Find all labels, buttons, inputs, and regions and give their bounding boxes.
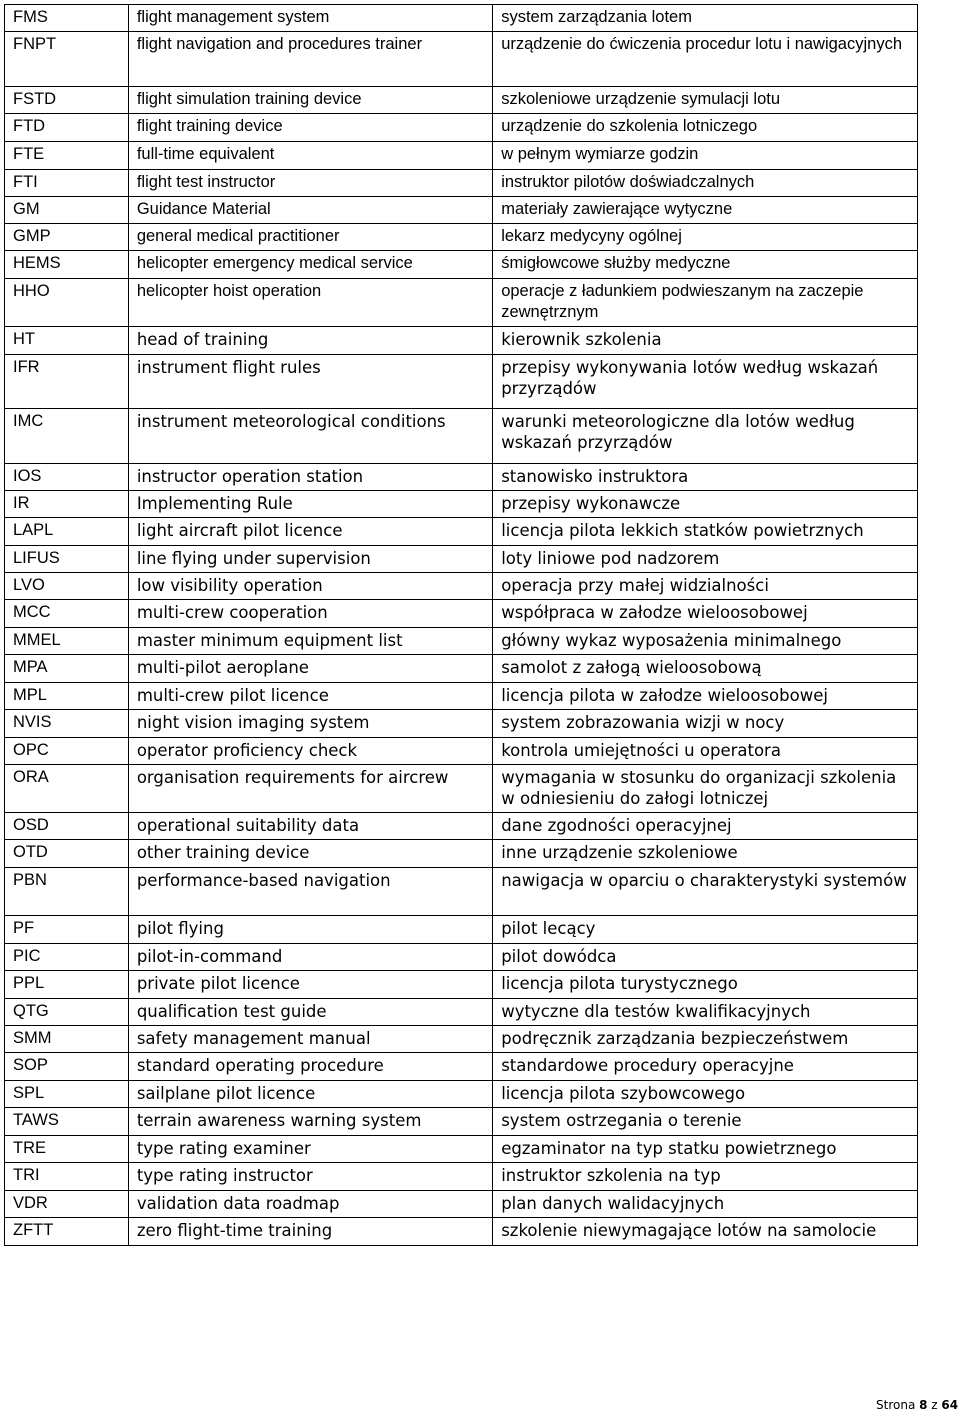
polish-term-cell: materiały zawierające wytyczne — [493, 197, 918, 224]
abbreviation-cell: FTD — [5, 114, 129, 142]
polish-term-cell: operacja przy małej widzialności — [493, 573, 918, 600]
table-row — [5, 738, 918, 765]
table-row — [5, 1218, 918, 1246]
abbreviation-cell: PIC — [5, 944, 129, 971]
english-term-cell: Guidance Material — [128, 197, 492, 224]
english-term-cell: other training device — [128, 840, 492, 868]
page-number — [876, 1398, 958, 1412]
polish-term-cell: dane zgodności operacyjnej — [493, 813, 918, 840]
polish-term-cell: w pełnym wymiarze godzin — [493, 142, 918, 170]
abbreviation-cell: MCC — [5, 600, 129, 628]
english-term-cell: flight management system — [128, 5, 492, 32]
polish-term-cell: licencja pilota lekkich statków powietrznych — [493, 518, 918, 546]
english-term-cell: multi-crew cooperation — [128, 600, 492, 628]
abbreviation-cell: OSD — [5, 813, 129, 840]
english-term-cell: full-time equivalent — [128, 142, 492, 170]
english-term-cell: pilot flying — [128, 916, 492, 944]
table-row — [5, 5, 918, 32]
polish-term-cell: wymagania w stosunku do organizacji szkolenia w odniesieniu do załogi lotniczej — [493, 765, 918, 813]
english-term-cell: validation data roadmap — [128, 1191, 492, 1218]
polish-term-cell: przepisy wykonawcze — [493, 491, 918, 518]
polish-term-cell: główny wykaz wyposażenia minimalnego — [493, 628, 918, 655]
table-row — [5, 142, 918, 170]
polish-term-cell: pilot dowódca — [493, 944, 918, 971]
abbreviation-cell: MPA — [5, 655, 129, 683]
polish-term-cell: system zarządzania lotem — [493, 5, 918, 32]
table-row — [5, 491, 918, 518]
english-term-cell: head of training — [128, 327, 492, 355]
table-row — [5, 1026, 918, 1053]
english-term-cell: general medical practitioner — [128, 224, 492, 251]
polish-term-cell: warunki meteorologiczne dla lotów według wskazań przyrządów — [493, 409, 918, 464]
polish-term-cell: egzaminator na typ statku powietrznego — [493, 1136, 918, 1163]
polish-term-cell: standardowe procedury operacyjne — [493, 1053, 918, 1081]
polish-term-cell: system ostrzegania o terenie — [493, 1108, 918, 1136]
abbreviation-cell: HEMS — [5, 251, 129, 279]
english-term-cell: performance-based navigation — [128, 868, 492, 916]
table-row — [5, 573, 918, 600]
polish-term-cell: samolot z załogą wieloosobową — [493, 655, 918, 683]
table-row — [5, 628, 918, 655]
polish-term-cell: instruktor pilotów doświadczalnych — [493, 170, 918, 197]
english-term-cell: multi-crew pilot licence — [128, 683, 492, 710]
abbreviation-cell: IR — [5, 491, 129, 518]
abbreviation-cell: HHO — [5, 279, 129, 327]
abbreviation-cell: SOP — [5, 1053, 129, 1081]
table-row — [5, 170, 918, 197]
table-row — [5, 327, 918, 355]
polish-term-cell: kontrola umiejętności u operatora — [493, 738, 918, 765]
table-row — [5, 868, 918, 916]
abbreviation-cell: FNPT — [5, 32, 129, 87]
abbreviation-cell: FTE — [5, 142, 129, 170]
english-term-cell: multi-pilot aeroplane — [128, 655, 492, 683]
table-row — [5, 518, 918, 546]
table-row — [5, 1163, 918, 1191]
abbreviation-cell: HT — [5, 327, 129, 355]
english-term-cell: operational suitability data — [128, 813, 492, 840]
page-label: Strona — [876, 1398, 920, 1412]
table-row — [5, 1136, 918, 1163]
english-term-cell: type rating instructor — [128, 1163, 492, 1191]
abbreviation-cell: TRI — [5, 1163, 129, 1191]
polish-term-cell: przepisy wykonywania lotów według wskazań przyrządów — [493, 355, 918, 409]
polish-term-cell: instruktor szkolenia na typ — [493, 1163, 918, 1191]
polish-term-cell: loty liniowe pod nadzorem — [493, 546, 918, 573]
polish-term-cell: pilot lecący — [493, 916, 918, 944]
polish-term-cell: podręcznik zarządzania bezpieczeństwem — [493, 1026, 918, 1053]
table-row — [5, 999, 918, 1026]
english-term-cell: qualification test guide — [128, 999, 492, 1026]
abbreviation-cell: ORA — [5, 765, 129, 813]
english-term-cell: zero flight-time training — [128, 1218, 492, 1246]
polish-term-cell: system zobrazowania wizji w nocy — [493, 710, 918, 738]
english-term-cell: Implementing Rule — [128, 491, 492, 518]
english-term-cell: instrument meteorological conditions — [128, 409, 492, 464]
english-term-cell: sailplane pilot licence — [128, 1081, 492, 1108]
table-row — [5, 1053, 918, 1081]
table-row — [5, 32, 918, 87]
abbreviation-cell: QTG — [5, 999, 129, 1026]
polish-term-cell: współpraca w załodze wieloosobowej — [493, 600, 918, 628]
table-row — [5, 1081, 918, 1108]
table-row — [5, 655, 918, 683]
english-term-cell: terrain awareness warning system — [128, 1108, 492, 1136]
abbreviation-cell: GM — [5, 197, 129, 224]
abbreviation-cell: GMP — [5, 224, 129, 251]
english-term-cell: instructor operation station — [128, 464, 492, 491]
english-term-cell: flight training device — [128, 114, 492, 142]
abbreviation-cell: IMC — [5, 409, 129, 464]
table-row — [5, 971, 918, 999]
english-term-cell: flight test instructor — [128, 170, 492, 197]
abbreviation-cell: TRE — [5, 1136, 129, 1163]
polish-term-cell: wytyczne dla testów kwalifikacyjnych — [493, 999, 918, 1026]
english-term-cell: private pilot licence — [128, 971, 492, 999]
english-term-cell: pilot-in-command — [128, 944, 492, 971]
table-row — [5, 765, 918, 813]
abbreviation-cell: VDR — [5, 1191, 129, 1218]
polish-term-cell: nawigacja w oparciu o charakterystyki systemów — [493, 868, 918, 916]
english-term-cell: operator proficiency check — [128, 738, 492, 765]
polish-term-cell: urządzenie do szkolenia lotniczego — [493, 114, 918, 142]
english-term-cell: master minimum equipment list — [128, 628, 492, 655]
english-term-cell: night vision imaging system — [128, 710, 492, 738]
abbreviations-table-body — [5, 5, 918, 1246]
english-term-cell: type rating examiner — [128, 1136, 492, 1163]
total-pages: 64 — [941, 1398, 959, 1412]
table-row — [5, 813, 918, 840]
abbreviation-cell: IFR — [5, 355, 129, 409]
abbreviation-cell: FSTD — [5, 87, 129, 114]
english-term-cell: organisation requirements for aircrew — [128, 765, 492, 813]
polish-term-cell: licencja pilota turystycznego — [493, 971, 918, 999]
table-row — [5, 1108, 918, 1136]
table-row — [5, 683, 918, 710]
english-term-cell: line flying under supervision — [128, 546, 492, 573]
english-term-cell: standard operating procedure — [128, 1053, 492, 1081]
table-row — [5, 546, 918, 573]
polish-term-cell: lekarz medycyny ogólnej — [493, 224, 918, 251]
table-row — [5, 279, 918, 327]
abbreviation-cell: LAPL — [5, 518, 129, 546]
abbreviation-cell: OPC — [5, 738, 129, 765]
abbreviation-cell: FTI — [5, 170, 129, 197]
polish-term-cell: śmigłowcowe służby medyczne — [493, 251, 918, 279]
abbreviation-cell: PF — [5, 916, 129, 944]
polish-term-cell: licencja pilota szybowcowego — [493, 1081, 918, 1108]
table-row — [5, 944, 918, 971]
page-separator: z — [927, 1398, 942, 1412]
english-term-cell: low visibility operation — [128, 573, 492, 600]
table-row — [5, 916, 918, 944]
table-row — [5, 710, 918, 738]
abbreviation-cell: NVIS — [5, 710, 129, 738]
abbreviation-cell: FMS — [5, 5, 129, 32]
abbreviation-cell: ZFTT — [5, 1218, 129, 1246]
abbreviation-cell: SPL — [5, 1081, 129, 1108]
table-row — [5, 87, 918, 114]
abbreviations-table — [4, 4, 918, 1246]
english-term-cell: light aircraft pilot licence — [128, 518, 492, 546]
abbreviation-cell: LIFUS — [5, 546, 129, 573]
table-row — [5, 1191, 918, 1218]
abbreviation-cell: LVO — [5, 573, 129, 600]
polish-term-cell: szkolenie niewymagające lotów na samolocie — [493, 1218, 918, 1246]
abbreviation-cell: PBN — [5, 868, 129, 916]
polish-term-cell: operacje z ładunkiem podwieszanym na zaczepie zewnętrznym — [493, 279, 918, 327]
english-term-cell: flight simulation training device — [128, 87, 492, 114]
abbreviation-cell: SMM — [5, 1026, 129, 1053]
polish-term-cell: kierownik szkolenia — [493, 327, 918, 355]
table-row — [5, 197, 918, 224]
english-term-cell: helicopter hoist operation — [128, 279, 492, 327]
table-row — [5, 464, 918, 491]
table-row — [5, 114, 918, 142]
table-row — [5, 355, 918, 409]
table-row — [5, 409, 918, 464]
abbreviation-cell: PPL — [5, 971, 129, 999]
table-row — [5, 600, 918, 628]
table-row — [5, 251, 918, 279]
polish-term-cell: plan danych walidacyjnych — [493, 1191, 918, 1218]
polish-term-cell: urządzenie do ćwiczenia procedur lotu i nawigacyjnych — [493, 32, 918, 87]
english-term-cell: instrument flight rules — [128, 355, 492, 409]
english-term-cell: flight navigation and procedures trainer — [128, 32, 492, 87]
english-term-cell: helicopter emergency medical service — [128, 251, 492, 279]
polish-term-cell: stanowisko instruktora — [493, 464, 918, 491]
abbreviation-cell: IOS — [5, 464, 129, 491]
polish-term-cell: licencja pilota w załodze wieloosobowej — [493, 683, 918, 710]
abbreviation-cell: MPL — [5, 683, 129, 710]
current-page: 8 — [919, 1398, 928, 1412]
polish-term-cell: szkoleniowe urządzenie symulacji lotu — [493, 87, 918, 114]
english-term-cell: safety management manual — [128, 1026, 492, 1053]
abbreviation-cell: TAWS — [5, 1108, 129, 1136]
abbreviation-cell: MMEL — [5, 628, 129, 655]
polish-term-cell: inne urządzenie szkoleniowe — [493, 840, 918, 868]
table-row — [5, 840, 918, 868]
abbreviation-cell: OTD — [5, 840, 129, 868]
table-row — [5, 224, 918, 251]
